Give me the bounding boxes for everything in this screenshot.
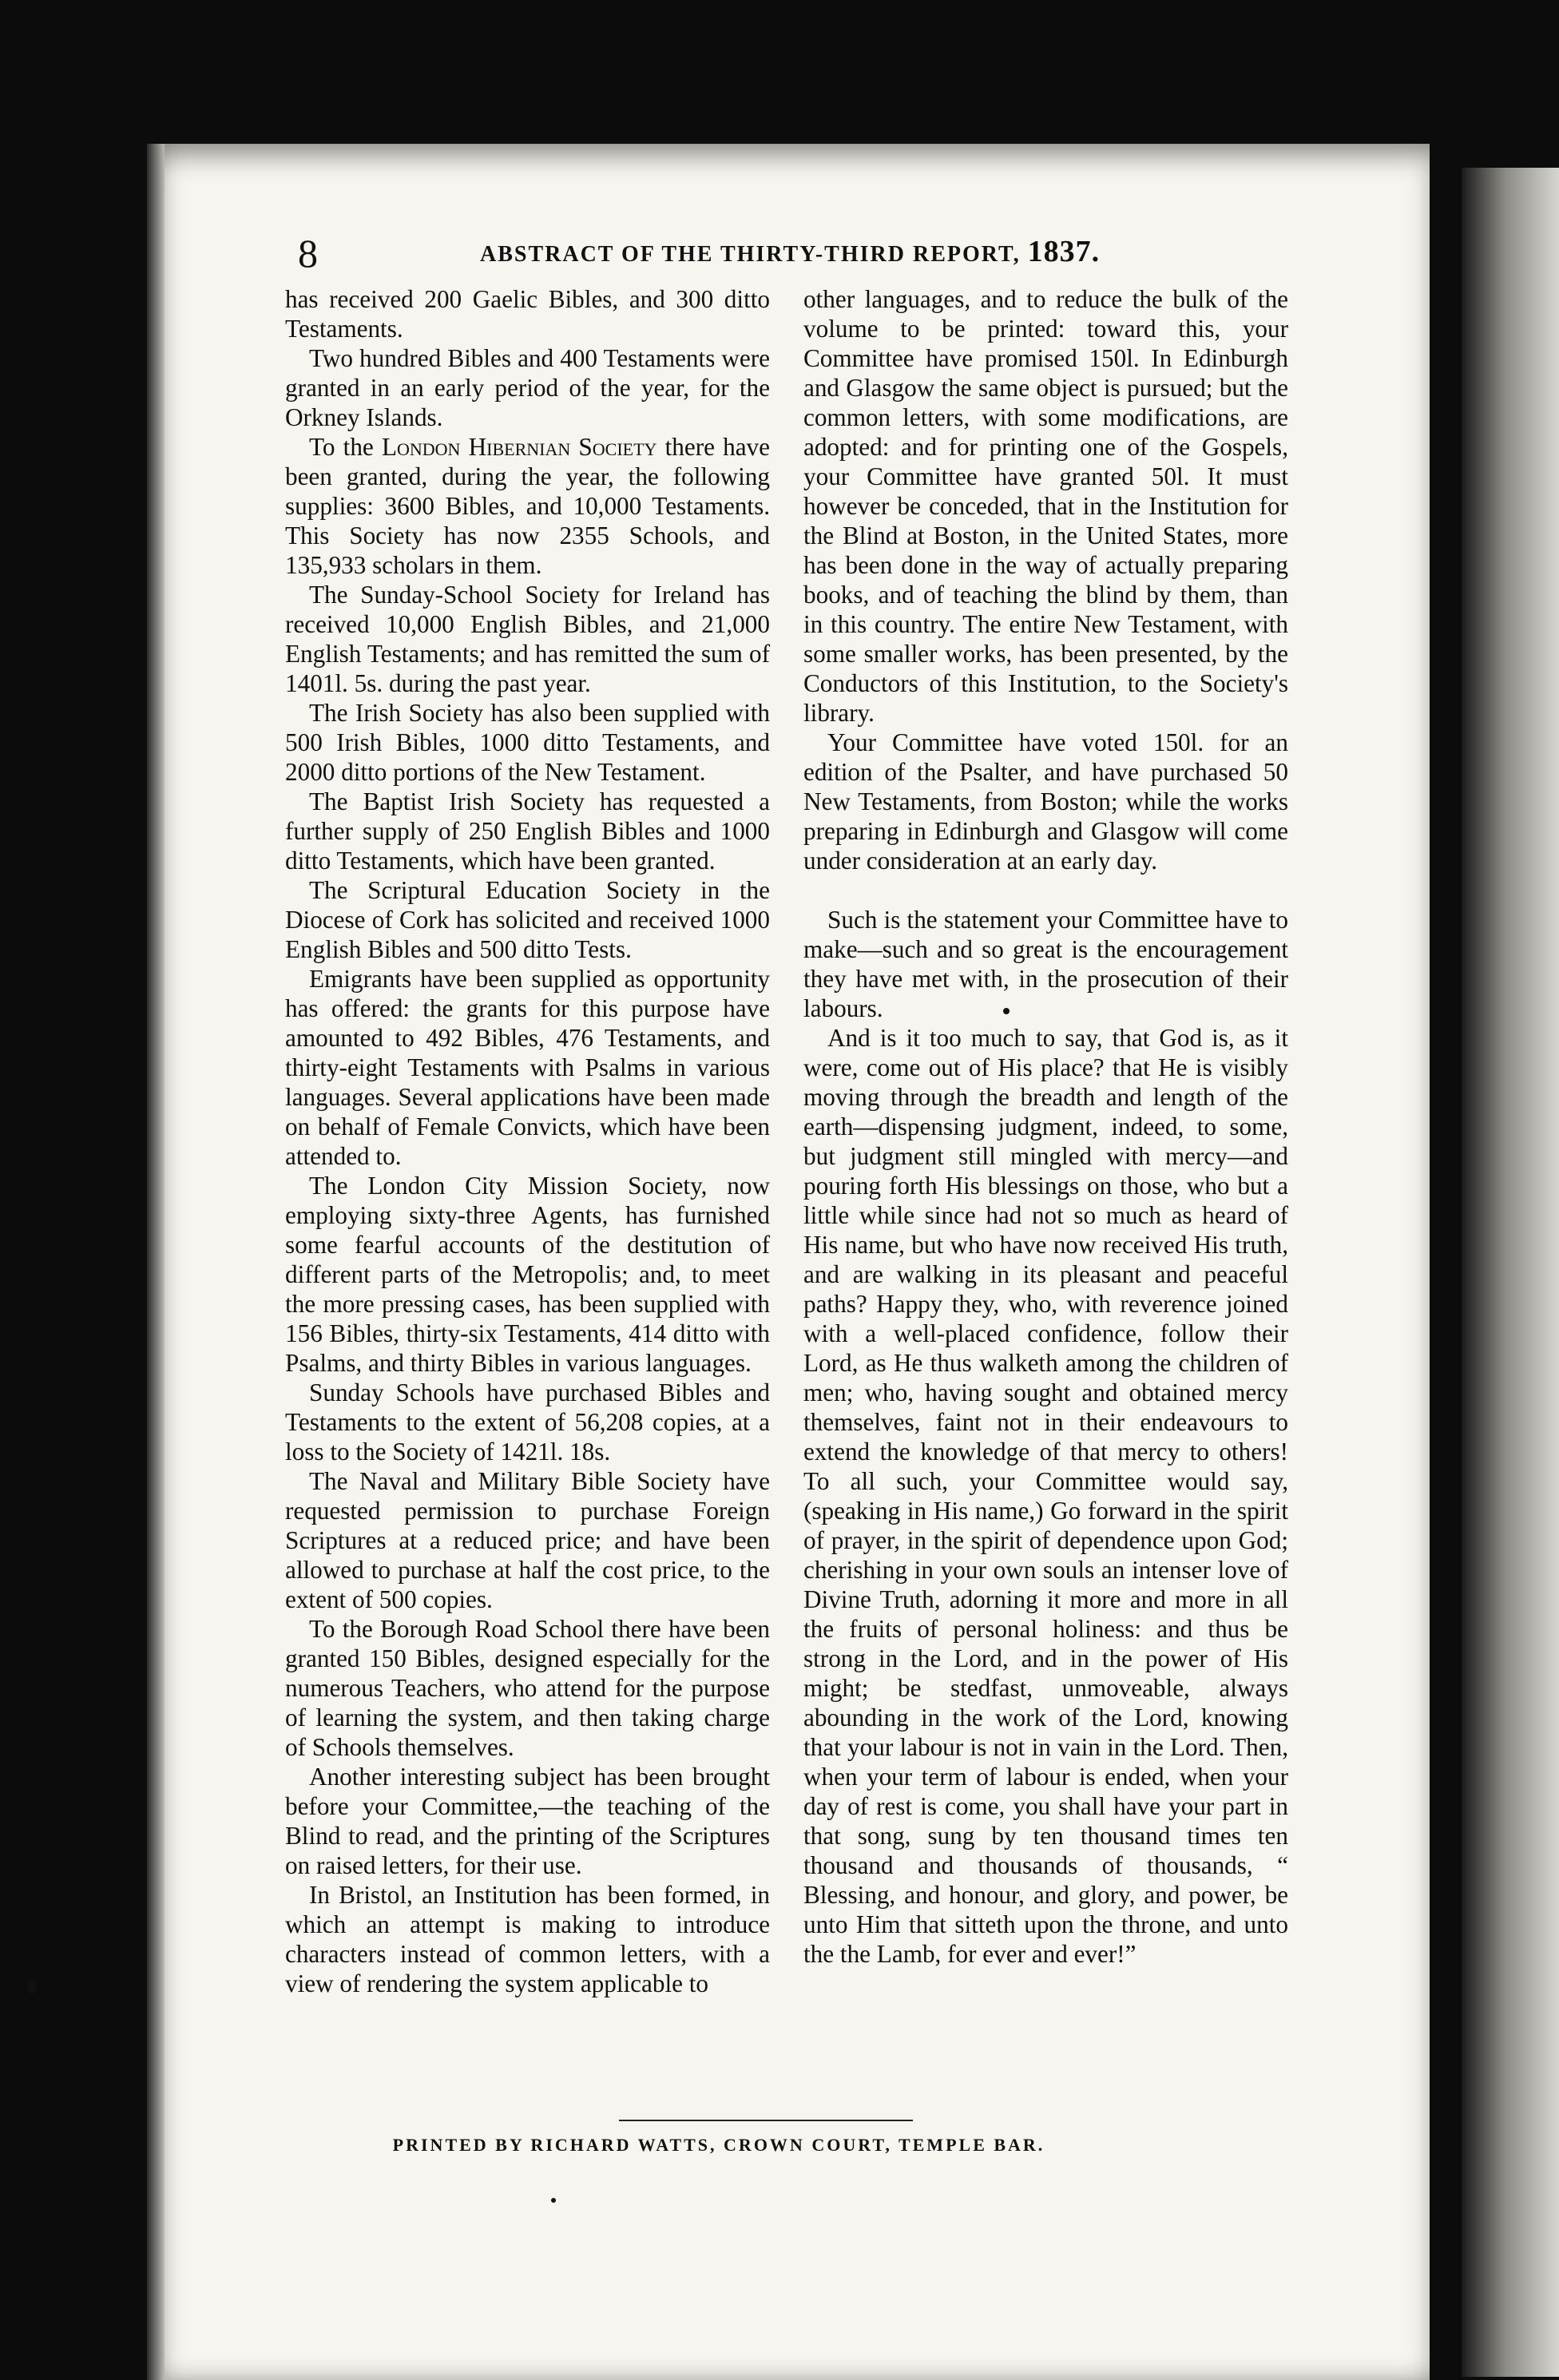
running-title-text: ABSTRACT OF THE THIRTY-THIRD REPORT, xyxy=(480,242,1021,267)
society-name: London Hibernian Society xyxy=(381,433,657,461)
paragraph: The Sunday-School Society for Ireland has received 10,000 English Bibles, and 21,000 English Testaments; and has remitted the sum of 1401l. 5s. during the past year. xyxy=(285,581,770,697)
paragraph: Another interesting subject has been brought before your Committee,—the teaching of the Blind to read, and the printing of the Scriptures on raised letters, for their use. xyxy=(285,1763,770,1879)
paragraph: other languages, and to reduce the bulk of the volume to be printed: toward this, your Committee have promised 150l. In Edinburgh and Glasgow the same object is pursued; but the common letters, with some modifications, are adopted: and for printing one of the Gospels, your Committee have granted 50l. It must however be conceded, that in the Institution for the Blind at Boston, in the United States, more has been done in the way of actually preparing books, and of teaching the blind by them, than in this country. The entire New Testament, with some smaller works, has been presented, by the Conductors of this Institution, to the Society's library. xyxy=(803,285,1288,727)
paragraph-london-hibernian xyxy=(285,432,770,580)
footer-rule xyxy=(619,2120,913,2121)
paragraph: Sunday Schools have purchased Bibles and Testaments to the extent of 56,208 copies, at a loss to the Society of 1421l. 18s. xyxy=(285,1378,770,1466)
paragraph-pre: To the xyxy=(309,433,382,461)
adjacent-page-edge xyxy=(1462,168,1559,2377)
scan-speck xyxy=(1003,1008,1010,1014)
paragraph: has received 200 Gaelic Bibles, and 300 ditto Testaments. xyxy=(285,285,770,343)
paragraph: To the Borough Road School there have been granted 150 Bibles, designed especially for the numerous Teachers, who attend for the purpose of learning the system, and then taking charge of Schools themselves. xyxy=(285,1615,770,1761)
paragraph: Such is the statement your Committee have to make—such and so great is the encouragement they have met with, in the prosecution of their labours. xyxy=(803,906,1288,1022)
paragraph: Your Committee have voted 150l. for an edition of the Psalter, and have purchased 50 New Testaments, from Boston; while the works preparing in Edinburgh and Glasgow will come under consideration at an early day. xyxy=(803,728,1288,875)
paragraph: The Irish Society has also been supplied with 500 Irish Bibles, 1000 ditto Testaments, and 2000 ditto portions of the New Testament. xyxy=(285,699,770,786)
paragraph-post: there have been granted, during the year, the following supplies: 3600 Bibles, and 10,000 Testaments. This Society has now 2355 Schools, and 135,933 scholars in them. xyxy=(285,433,770,579)
paragraph: Two hundred Bibles and 400 Testaments were granted in an early period of the year, for the Orkney Islands. xyxy=(285,344,770,431)
running-title xyxy=(480,232,1100,275)
paragraph: And is it too much to say, that God is, as it were, come out of His place? that He is visibly moving through the breadth and length of the earth—dispensing judgment, indeed, to some, but judgment still mingled with mercy—and pouring forth His blessings on those, who but a little while since had not so much as heard of His name, but who have now received His truth, and are walking in its pleasant and peaceful paths? Happy they, who, with reverence joined with a well-placed confidence, follow their Lord, as He thus walketh among the children of men; who, having sought and obtained mercy themselves, faint not in their endeavours to extend the knowledge of that mercy to others! To all such, your Committee would say, (speaking in His name,) Go forward in the spirit of prayer, in the spirit of dependence upon God; cherishing in your own souls an intenser love of Divine Truth, adorning it more and more in all the fruits of personal holiness: and thus be strong in the Lord, and in the power of His might; be stedfast, unmoveable, always abounding in the work of the Lord, knowing that your labour is not in vain in the Lord. Then, when your term of labour is ended, when your day of rest is come, you shall have your part in that song, sung by ten thousand times ten thousand and thousands of thousands, “ Blessing, and honour, and glory, and power, be unto Him that sitteth upon the throne, and unto the the Lamb, for ever and ever!” xyxy=(803,1024,1288,1968)
page-number: 8 xyxy=(298,231,318,276)
right-column xyxy=(803,284,1288,1969)
left-column xyxy=(285,284,770,1998)
printer-imprint: PRINTED BY RICHARD WATTS, CROWN COURT, TEMPLE BAR. xyxy=(392,2135,1045,2155)
paragraph: In Bristol, an Institution has been formed, in which an attempt is making to introduce characters instead of common letters, with a view of rendering the system applicable to xyxy=(285,1881,770,1997)
paragraph: The Naval and Military Bible Society have requested permission to purchase Foreign Scriptures at a reduced price; and have been allowed to purchase at half the cost price, to the extent of 500 copies. xyxy=(285,1467,770,1613)
paragraph: The Baptist Irish Society has requested a further supply of 250 English Bibles and 1000 ditto Testaments, which have been granted. xyxy=(285,787,770,875)
paragraph: Emigrants have been supplied as opportunity has offered: the grants for this purpose have amounted to 492 Bibles, 476 Testaments, and thirty-eight Testaments with Psalms in various languages. Several applications have been made on behalf of Female Convicts, which have been attended to. xyxy=(285,965,770,1170)
scan-speck xyxy=(551,2198,556,2203)
running-header xyxy=(298,225,1129,281)
scan-speck xyxy=(27,1979,37,1993)
paragraph: The London City Mission Society, now employing sixty-three Agents, has furnished some fearful accounts of the destitution of different parts of the Metropolis; and, to meet the more pressing cases, has been supplied with 156 Bibles, thirty-six Testaments, 414 ditto with Psalms, and thirty Bibles in various languages. xyxy=(285,1172,770,1377)
paragraph: The Scriptural Education Society in the Diocese of Cork has solicited and received 1000 English Bibles and 500 ditto Tests. xyxy=(285,876,770,963)
report-year: 1837. xyxy=(1027,235,1101,268)
